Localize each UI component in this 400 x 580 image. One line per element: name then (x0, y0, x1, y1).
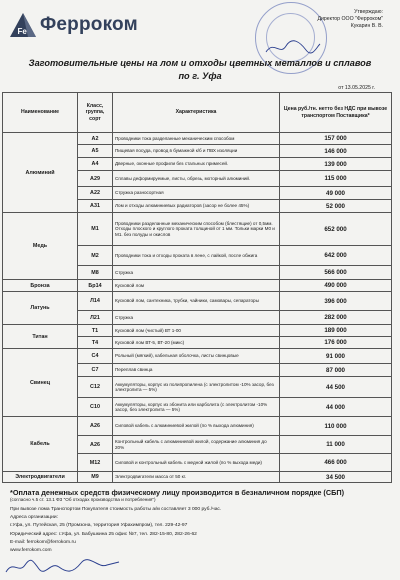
group-name: Медь (3, 213, 78, 280)
class-code: Т1 (78, 325, 113, 337)
table-row (3, 280, 392, 292)
footer-line: При вывозе лома Транспортом Покупателя стоимость работы а/м составляет 3 000 руб./час. (10, 507, 222, 512)
table-row (3, 292, 392, 311)
header-price: Цена руб./тн. нетто без НДС при вывозе транспортом Поставщика* (280, 93, 392, 133)
description: Проводники тока разделанные механическим способом (113, 133, 280, 145)
class-code: Л21 (78, 311, 113, 325)
title-line: по г. Уфа (178, 71, 222, 81)
class-code: А29 (78, 171, 113, 187)
footer-line: E-mail: ferrokom@ferrokom.ru (10, 539, 76, 545)
class-code: А4 (78, 158, 113, 171)
description: Стружка (113, 266, 280, 280)
header-description: Характеристика (113, 93, 280, 133)
class-code: М8 (78, 266, 113, 280)
description: Кусковой лом (чистый) ВТ 1-00 (113, 325, 280, 337)
class-code: М9 (78, 472, 113, 483)
class-code: С10 (78, 398, 113, 417)
group-name: Алюминий (3, 133, 78, 213)
price: 157 000 (280, 133, 392, 145)
description: Дверные, оконные профили без стальных примесей. (113, 158, 280, 171)
price: 652 000 (280, 213, 392, 246)
director-signature (262, 38, 322, 58)
document-date: от 13.05.2025 г. (338, 85, 375, 91)
description: Силовой кабель с алюминиевой жилой (по % выхода алюминия) (113, 417, 280, 436)
class-code: А5 (78, 145, 113, 158)
class-code: М2 (78, 246, 113, 266)
approve-line: Директор ООО "Ферроком" (317, 16, 383, 23)
price: 52 000 (280, 200, 392, 213)
table-row (3, 213, 392, 246)
price: 642 000 (280, 246, 392, 266)
class-code: Бр14 (78, 280, 113, 292)
price: 49 000 (280, 187, 392, 200)
price-table (2, 92, 392, 483)
group-name: Кабель (3, 417, 78, 472)
table-row (3, 472, 392, 483)
group-name: Свинец (3, 349, 78, 417)
price: 490 000 (280, 280, 392, 292)
description: Аккумуляторы, корпус из эбонита или карболита (с электролитом -10% засор, без электролита — 5%) (113, 398, 280, 417)
price: 282 000 (280, 311, 392, 325)
footer-line: Юридический адрес: г.Уфа, ул. Бабушкина 25 офис №7, тел. 282-15-80, 282-26-62 (10, 531, 197, 537)
group-name: Электродвигатели (3, 472, 78, 483)
description: Стружка (113, 311, 280, 325)
payment-subnote: (согласно ч.5 ст. 13.1 ФЗ "Об отходах производства и потребления") (10, 497, 156, 502)
logo-triangle-icon (10, 13, 36, 37)
description: Пищевая посуда, провод в бумажной к/б и ПВХ изоляции (113, 145, 280, 158)
price: 566 000 (280, 266, 392, 280)
class-code: С7 (78, 364, 113, 377)
table-row (3, 417, 392, 436)
price: 44 000 (280, 398, 392, 417)
approve-line: Утверждаю: (354, 9, 383, 15)
group-name: Латунь (3, 292, 78, 325)
footer-line: www.ferrokom.com (10, 548, 52, 554)
class-code: Т4 (78, 337, 113, 349)
table-row (3, 325, 392, 337)
price-table-body (3, 133, 392, 483)
description: Переплав свинца (113, 364, 280, 377)
price: 115 000 (280, 171, 392, 187)
description: Сплавы деформируемые, листы, обрезь, моторный алюминий. (113, 171, 280, 187)
company-logo (10, 13, 138, 37)
description: Стружка разносортная (113, 187, 280, 200)
price: 396 000 (280, 292, 392, 311)
class-code: Л14 (78, 292, 113, 311)
footer-line: г.Уфа, ул. Путейская, 25 (Промзона, территория Уфахимпром), тел. 229-42-97 (10, 523, 188, 529)
price: 87 000 (280, 364, 392, 377)
description: Кусковой лом, сантехника, трубки, чайники, самовары, сепараторы (113, 292, 280, 311)
table-row (3, 349, 392, 364)
price: 91 000 (280, 349, 392, 364)
approve-line: Кукарин В. В. (350, 23, 383, 30)
price: 11 000 (280, 436, 392, 454)
description: Контрольный кабель с алюминиевой жилой, содержание алюминия до 20% (113, 436, 280, 454)
class-code: А26 (78, 436, 113, 454)
description: Рольный (мягкий), кабельная оболочка, листы свинцовые (113, 349, 280, 364)
price: 466 000 (280, 454, 392, 472)
logo-mark: Fe (17, 27, 27, 36)
class-code: А31 (78, 200, 113, 213)
payment-note: *Оплата денежных средств физическому лицу производится в безналичном порядке (СБП) (10, 488, 345, 497)
price: 44 500 (280, 377, 392, 398)
price: 146 000 (280, 145, 392, 158)
header-class: Класс, группа, сорт (78, 93, 113, 133)
class-code: А22 (78, 187, 113, 200)
logo-name: Ферроком (40, 14, 138, 35)
class-code: А26 (78, 417, 113, 436)
description: Проводники тока и отходы проката в лене, с лайкой, после обжига (113, 246, 280, 266)
table-row (3, 133, 392, 145)
class-code: М1 (78, 213, 113, 246)
group-name: Бронза (3, 280, 78, 292)
header-name: Наименование (3, 93, 78, 133)
document-title (0, 57, 400, 83)
price: 176 000 (280, 337, 392, 349)
description: Электродвигатели масса от 50 кг. (113, 472, 280, 483)
description: Кусковой лом (113, 280, 280, 292)
footer-contacts (10, 506, 221, 555)
handwritten-signature (3, 557, 123, 577)
class-code: М12 (78, 454, 113, 472)
description: Лом и отходы алюминиевых радиаторов (засор не более 45%) (113, 200, 280, 213)
description: Аккумуляторы, корпус из полипропилена (с электролитом -10% засор, без электролита — 5%) (113, 377, 280, 398)
title-line: Заготовительные цены на лом и отходы цветных металлов и сплавов (28, 58, 372, 68)
group-name: Титан (3, 325, 78, 349)
class-code: А2 (78, 133, 113, 145)
description: Кусковой лом ВТ-5, ВТ-20 (микс) (113, 337, 280, 349)
price: 189 000 (280, 325, 392, 337)
approval-block (265, 9, 383, 31)
class-code: С4 (78, 349, 113, 364)
price: 139 000 (280, 158, 392, 171)
description: Проводники разделанные механическим способом (блестящие) от 0,5мм. Отходы плоского и круглого проката толщиной от 1 мм. Тольки марки М0 и М1. без полуды и окислов (113, 213, 280, 246)
description: Силовой и контрольный кабель с медной жилой (по % выхода меди) (113, 454, 280, 472)
class-code: С12 (78, 377, 113, 398)
footer-line: Адреса организации: (10, 515, 58, 521)
price: 110 000 (280, 417, 392, 436)
price: 34 500 (280, 472, 392, 483)
